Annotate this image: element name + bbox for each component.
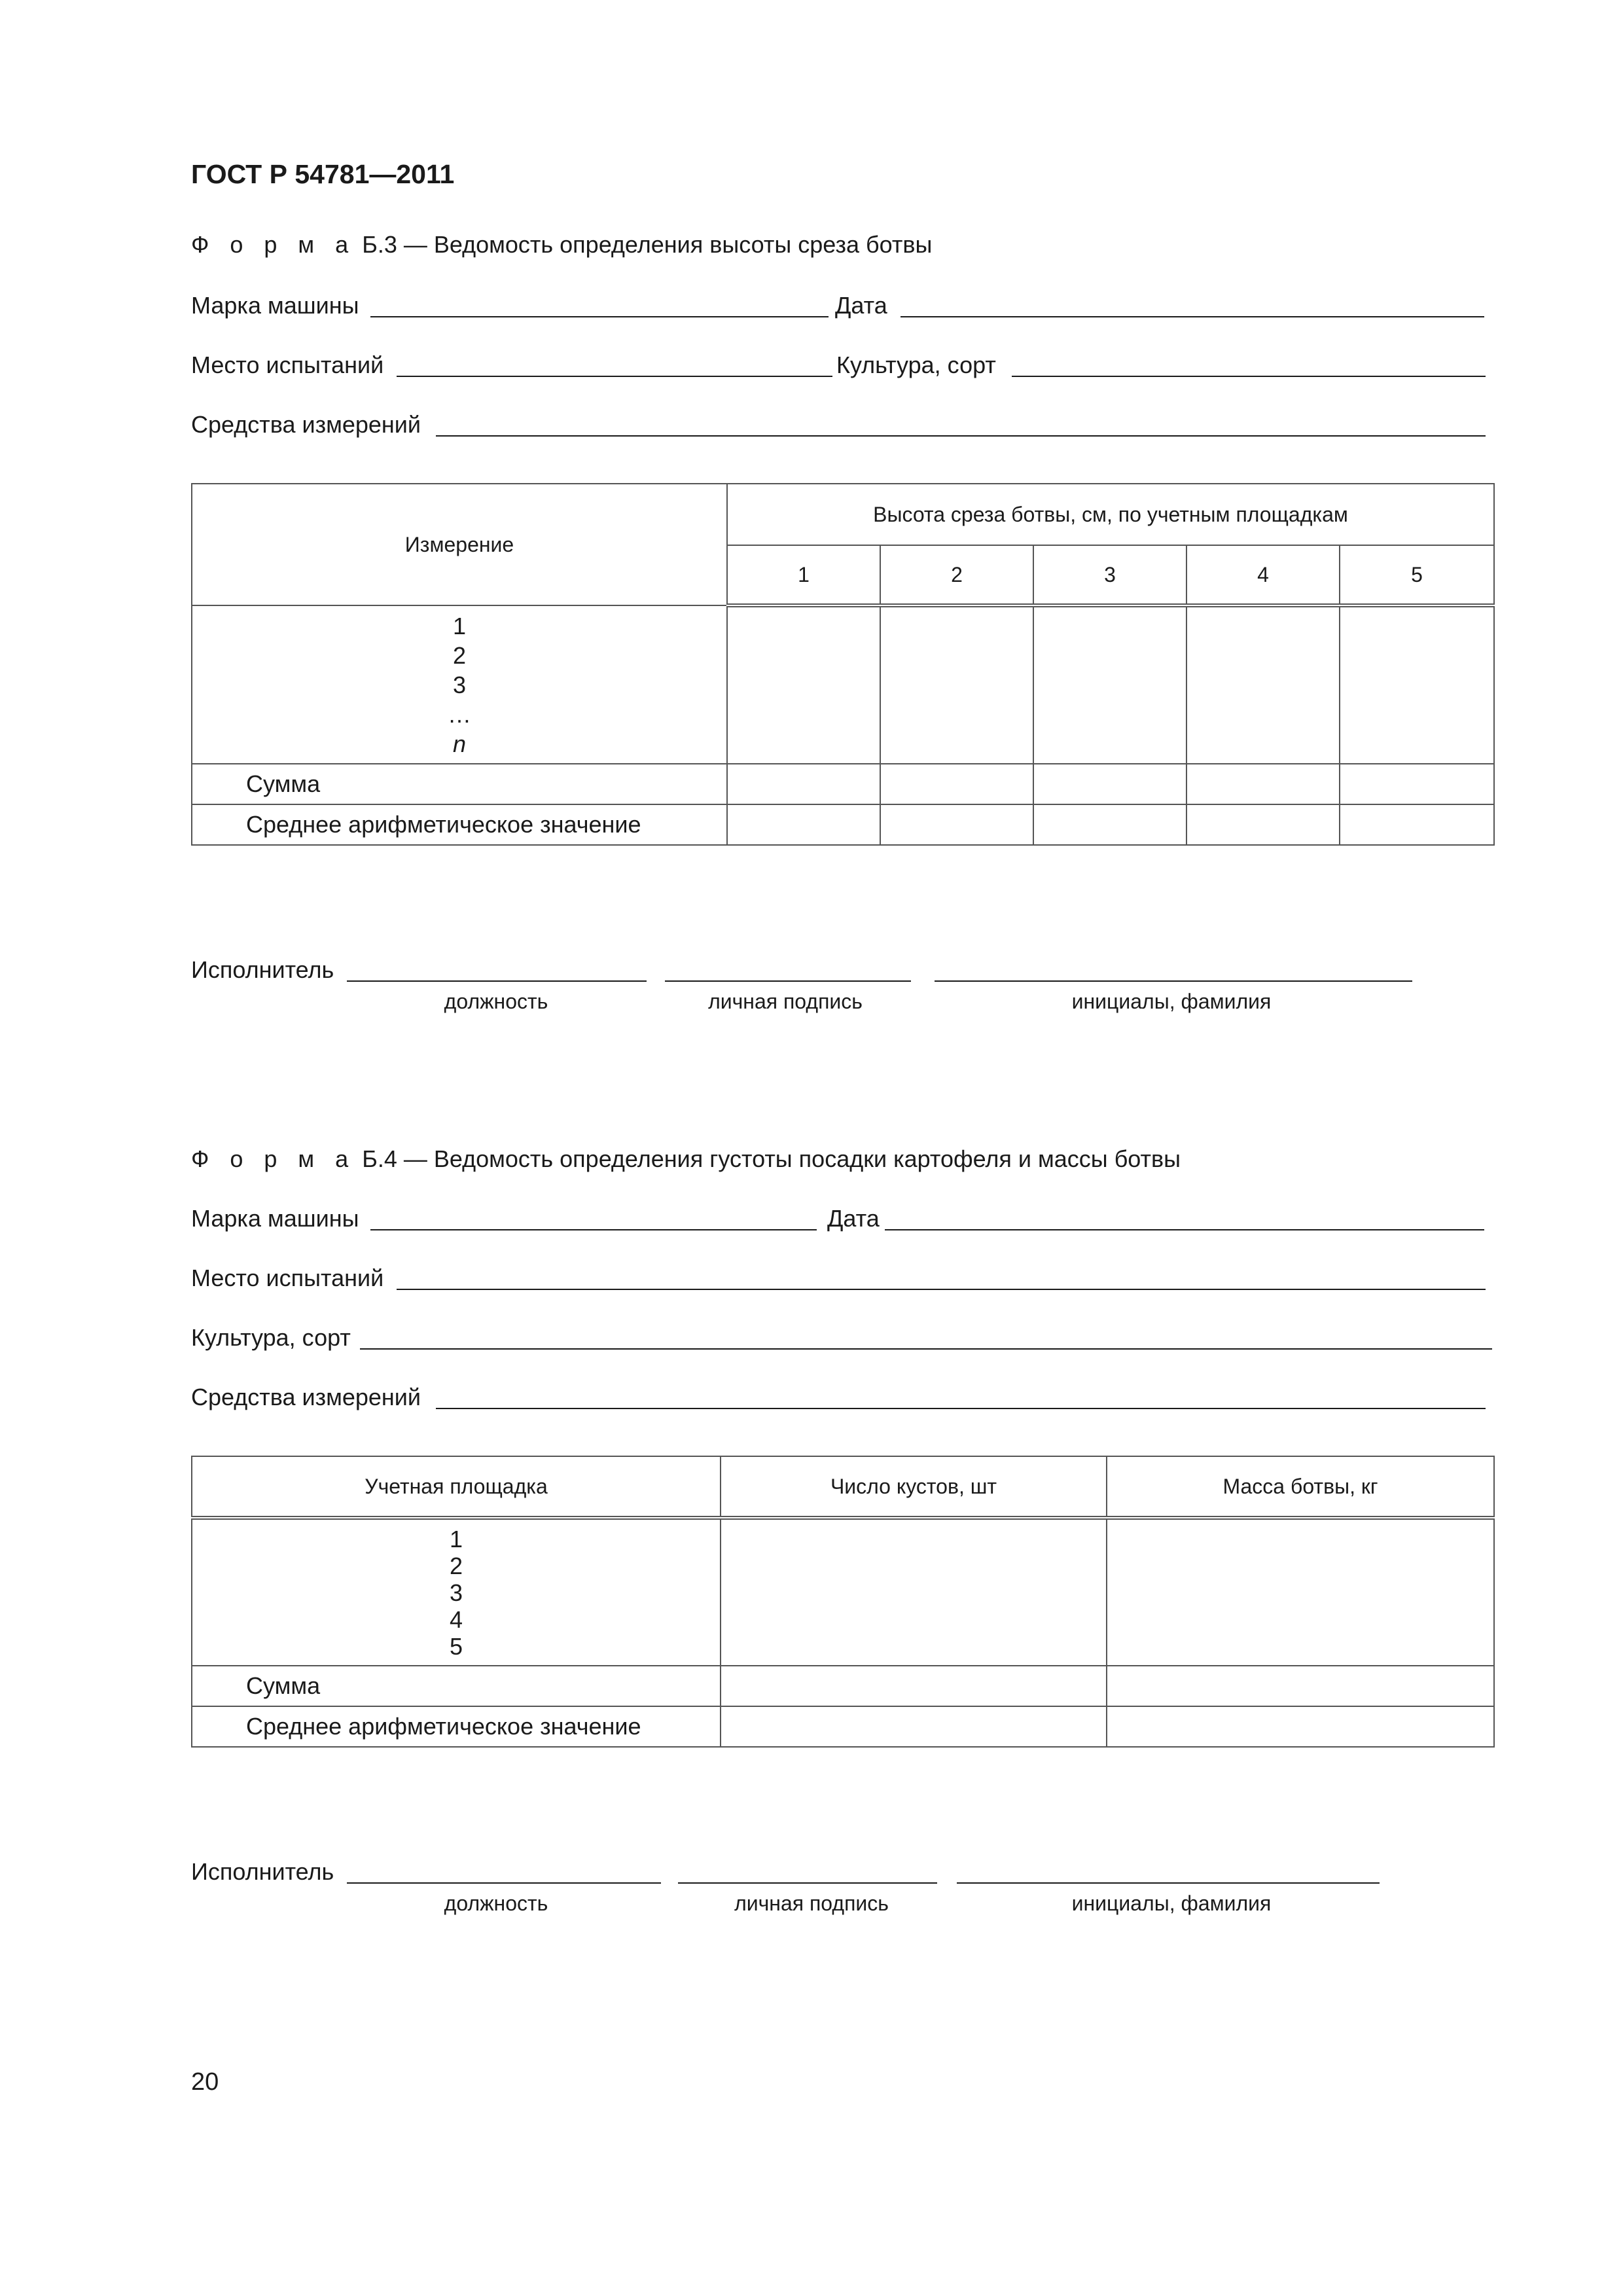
form-b4-position-caption: должность <box>444 1892 548 1915</box>
document-code: ГОСТ Р 54781—2011 <box>191 159 455 189</box>
form-b3-signature-caption: личная подпись <box>708 990 863 1013</box>
form-b4-name-field[interactable] <box>957 1882 1380 1884</box>
form-b4-signature-caption: личная подпись <box>734 1892 889 1915</box>
table-cell[interactable] <box>1033 764 1186 804</box>
table-cell[interactable] <box>727 764 880 804</box>
col-header-mass: Масса ботвы, кг <box>1107 1456 1494 1518</box>
form-b4-instruments-label: Средства измерений <box>191 1384 421 1410</box>
form-b4-title-prefix: Ф о р м а <box>191 1145 356 1172</box>
form-b4-instruments-field[interactable] <box>436 1408 1486 1409</box>
form-b4-crop-field[interactable] <box>360 1348 1492 1350</box>
form-b3-date-field[interactable] <box>901 316 1484 317</box>
form-b3-name-field[interactable] <box>935 980 1412 982</box>
form-b4-date-field[interactable] <box>885 1229 1484 1230</box>
measurement-row-ellipsis: … <box>448 700 471 728</box>
form-b3-place-field[interactable] <box>397 376 832 377</box>
plot-row-1: 1 <box>449 1525 463 1552</box>
table-cell[interactable] <box>727 804 880 845</box>
form-b4-title <box>191 1147 1181 1171</box>
sum-row-label: Сумма <box>192 1666 721 1706</box>
form-b3-title <box>191 233 932 257</box>
mean-row-label: Среднее арифметическое значение <box>192 804 727 845</box>
measurement-numbers <box>192 605 727 764</box>
form-b3-position-caption: должность <box>444 990 548 1013</box>
mean-row-label: Среднее арифметическое значение <box>192 1706 721 1747</box>
form-b3-position-field[interactable] <box>347 980 647 982</box>
plot-row-3: 3 <box>449 1579 463 1606</box>
col-header-measurement: Измерение <box>192 484 727 605</box>
plot-row-4: 4 <box>449 1605 463 1633</box>
form-b4-place-field[interactable] <box>397 1289 1486 1290</box>
form-b4-title-text: Б.4 — Ведомость определения густоты посадки картофеля и массы ботвы <box>362 1145 1181 1172</box>
form-b3-machine-label: Марка машины <box>191 292 359 319</box>
col-header-plot-5: 5 <box>1340 545 1494 605</box>
form-b4-crop-label: Культура, сорт <box>191 1324 351 1351</box>
col-header-plot-1: 1 <box>727 545 880 605</box>
table-cell[interactable] <box>721 1518 1107 1666</box>
form-b3-title-text: Б.3 — Ведомость определения высоты среза ботвы <box>362 231 933 258</box>
col-header-bushes: Число кустов, шт <box>721 1456 1107 1518</box>
table-cell[interactable] <box>1033 804 1186 845</box>
table-cell[interactable] <box>1107 1518 1494 1666</box>
measurement-row-2: 2 <box>452 641 467 669</box>
col-header-plot-4: 4 <box>1186 545 1340 605</box>
table-cell[interactable] <box>1107 1706 1494 1747</box>
form-b3-title-prefix: Ф о р м а <box>191 231 356 258</box>
form-b3-executor-label: Исполнитель <box>191 956 334 983</box>
col-header-cut-height: Высота среза ботвы, см, по учетным площадкам <box>727 484 1494 545</box>
sum-row-label: Сумма <box>192 764 727 804</box>
table-cell[interactable] <box>1033 605 1186 764</box>
col-header-plot: Учетная площадка <box>192 1456 721 1518</box>
plot-numbers <box>192 1518 721 1666</box>
form-b3-date-label: Дата <box>835 292 887 319</box>
table-cell[interactable] <box>880 764 1033 804</box>
plot-row-5: 5 <box>449 1632 463 1660</box>
form-b3-crop-label: Культура, сорт <box>836 351 996 378</box>
measurement-row-3: 3 <box>452 671 467 698</box>
plot-row-2: 2 <box>449 1552 463 1579</box>
table-cell[interactable] <box>1186 804 1340 845</box>
table-cell[interactable] <box>1340 605 1494 764</box>
measurement-row-1: 1 <box>452 612 467 639</box>
form-b4-table <box>191 1456 1495 1748</box>
table-cell[interactable] <box>1107 1666 1494 1706</box>
form-b3-place-label: Место испытаний <box>191 351 384 378</box>
form-b4-date-label: Дата <box>827 1205 880 1232</box>
form-b4-executor-label: Исполнитель <box>191 1858 334 1885</box>
form-b3-instruments-label: Средства измерений <box>191 411 421 438</box>
table-cell[interactable] <box>1340 804 1494 845</box>
table-cell[interactable] <box>1340 764 1494 804</box>
form-b4-name-caption: инициалы, фамилия <box>1071 1892 1272 1915</box>
form-b4-machine-field[interactable] <box>370 1229 817 1230</box>
table-cell[interactable] <box>1186 764 1340 804</box>
table-cell[interactable] <box>727 605 880 764</box>
form-b4-signature-field[interactable] <box>678 1882 937 1884</box>
form-b4-place-label: Место испытаний <box>191 1265 384 1291</box>
col-header-plot-2: 2 <box>880 545 1033 605</box>
form-b3-machine-field[interactable] <box>370 316 829 317</box>
form-b3-name-caption: инициалы, фамилия <box>1071 990 1272 1013</box>
table-cell[interactable] <box>880 804 1033 845</box>
form-b3-table <box>191 483 1495 846</box>
form-b3-signature-field[interactable] <box>665 980 911 982</box>
table-cell[interactable] <box>721 1666 1107 1706</box>
form-b3-instruments-field[interactable] <box>436 435 1486 437</box>
col-header-plot-3: 3 <box>1033 545 1186 605</box>
form-b3-crop-field[interactable] <box>1012 376 1486 377</box>
form-b4-machine-label: Марка машины <box>191 1205 359 1232</box>
table-cell[interactable] <box>721 1706 1107 1747</box>
form-b4-position-field[interactable] <box>347 1882 661 1884</box>
table-cell[interactable] <box>880 605 1033 764</box>
table-cell[interactable] <box>1186 605 1340 764</box>
measurement-row-n: n <box>452 730 467 757</box>
page-number: 20 <box>191 2068 219 2096</box>
